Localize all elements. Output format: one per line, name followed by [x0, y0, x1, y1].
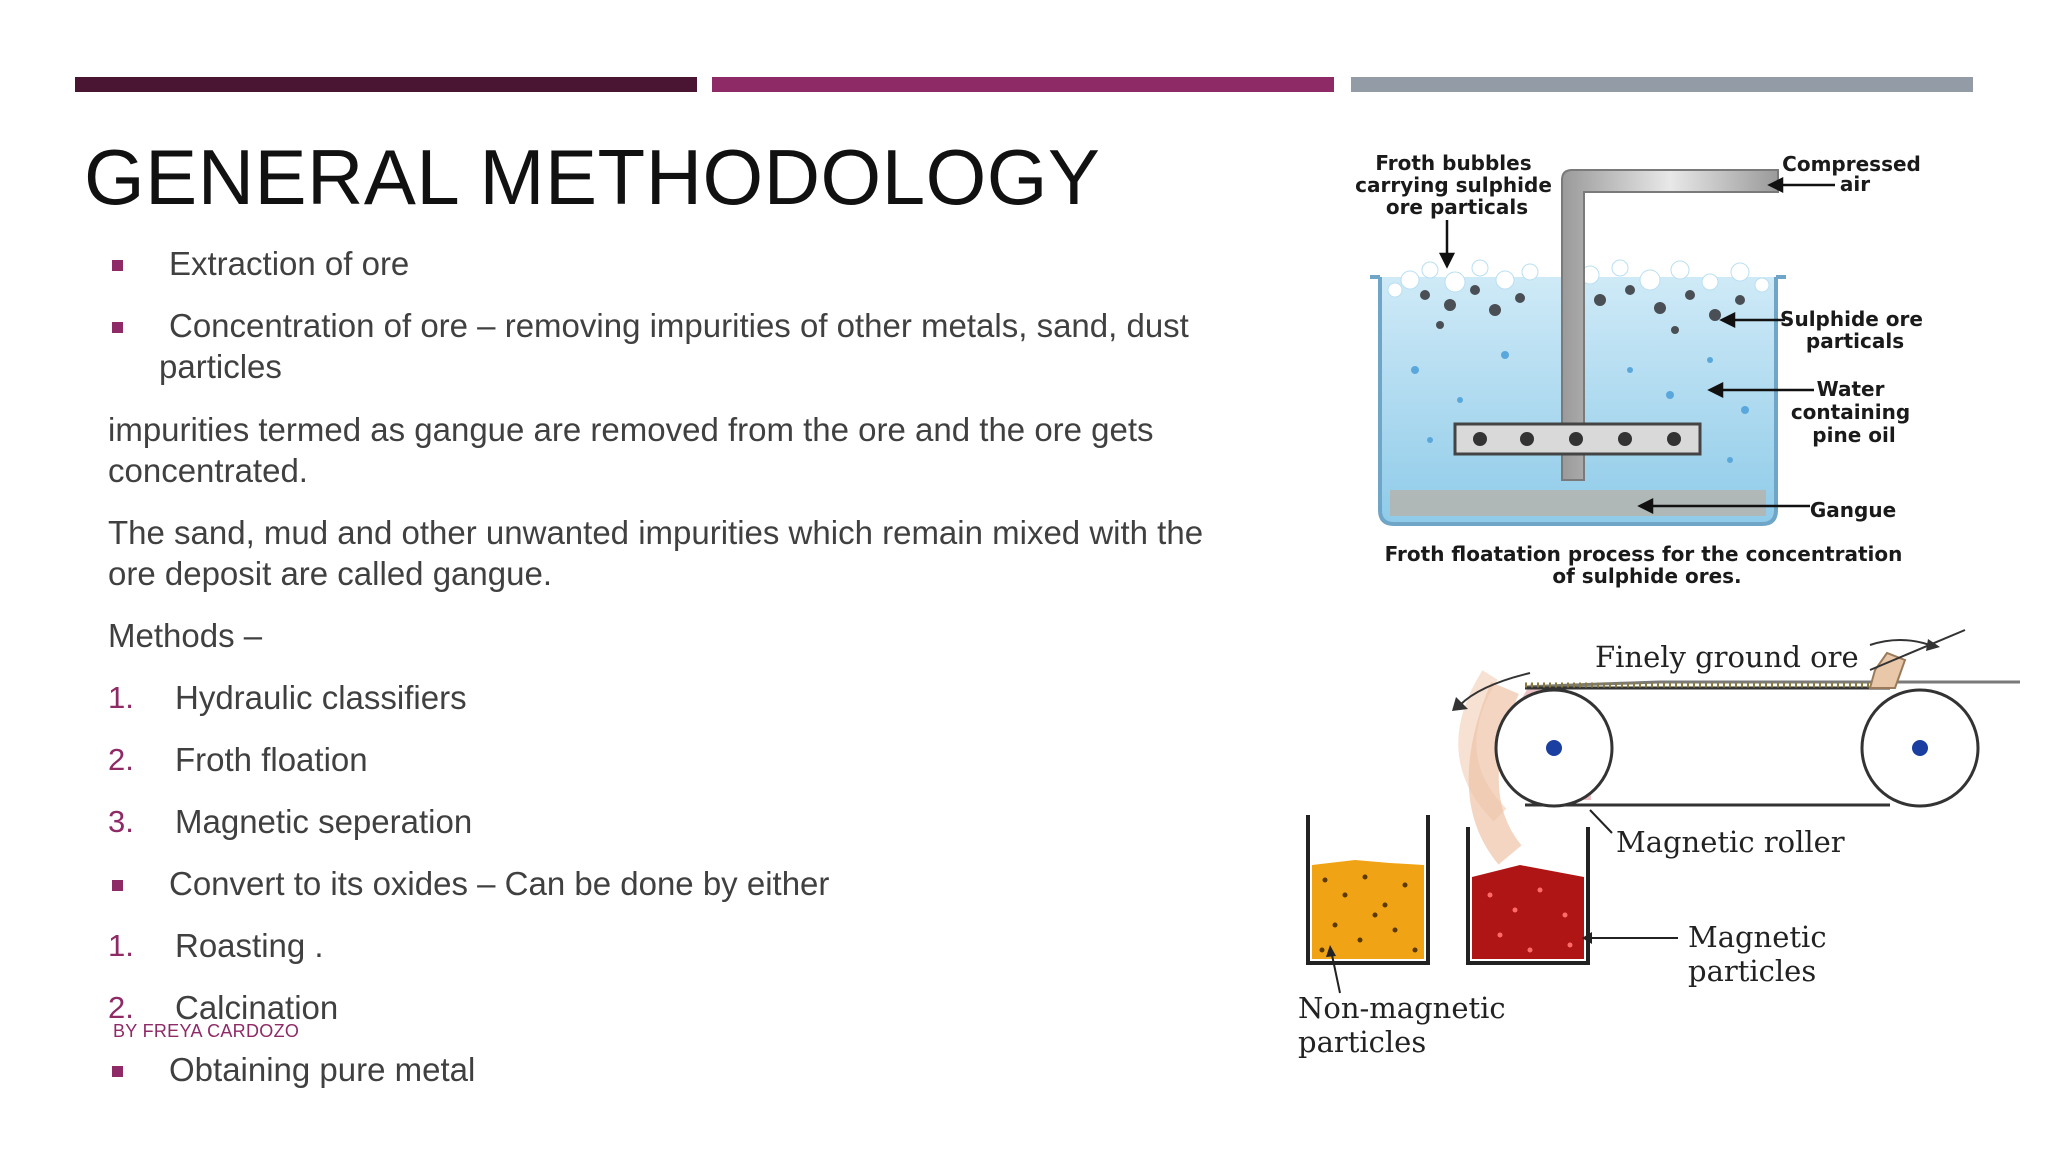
bullet-square-icon [112, 880, 123, 891]
method-item: Magnetic seperation [175, 803, 473, 840]
author-footer: BY FREYA CARDOZO [113, 1021, 300, 1041]
list-number: 2. [108, 742, 134, 777]
label-magnetic-roller: Magnetic roller [1616, 825, 1845, 859]
item-concentration-cont: particles [159, 348, 282, 385]
label-gangue: Gangue [1809, 498, 1897, 522]
item-extraction: Extraction of ore [169, 245, 410, 282]
header-bar-grey [1351, 77, 1973, 92]
header-bar-dark [75, 77, 697, 92]
label-magnetic-particles: Magnetic particles [1688, 920, 1827, 988]
label-sulphide-ore: Sulphide ore particals [1780, 307, 1923, 353]
paragraph-gangue-2: The sand, mud and other unwanted impurities which remain mixed with the [108, 514, 1204, 551]
header-bar-magenta [712, 77, 1334, 92]
list-number: 3. [108, 804, 134, 839]
label-water-pine-oil: Water containing pine oil [1790, 377, 1911, 447]
label-froth-bubbles: Froth bubbles carrying sulphide ore particals [1355, 151, 1552, 219]
bullet-square-icon [112, 322, 123, 333]
list-number: 2. [108, 990, 134, 1025]
list-number: 1. [108, 680, 134, 715]
label-non-magnetic-particles: Non-magnetic particles [1298, 991, 1506, 1059]
bullet-square-icon [112, 260, 123, 271]
item-pure-metal: Obtaining pure metal [169, 1051, 476, 1088]
item-convert: Convert to its oxides – Can be done by either [169, 865, 830, 902]
froth-caption: Froth floatation process for the concentration of sulphide ores. [1384, 542, 1903, 588]
label-compressed-air: Compressed air [1782, 152, 1921, 196]
bullet-square-icon [112, 1066, 123, 1077]
convert-item: Roasting . [175, 927, 324, 964]
paragraph-gangue-2-cont: ore deposit are called gangue. [108, 555, 552, 592]
method-item: Froth floation [175, 741, 368, 778]
label-finely-ground-ore: Finely ground ore [1595, 640, 1859, 674]
slide-title: GENERAL METHODOLOGY [84, 133, 1101, 221]
magnetic-separation-diagram [1280, 615, 2020, 1085]
list-number: 1. [108, 928, 134, 963]
methods-label: Methods – [108, 617, 263, 654]
paragraph-gangue-1-cont: concentrated. [108, 452, 308, 489]
paragraph-gangue-1: impurities termed as gangue are removed from the ore and the ore gets [108, 411, 1154, 448]
item-concentration: Concentration of ore – removing impurities of other metals, sand, dust [169, 307, 1189, 344]
method-item: Hydraulic classifiers [175, 679, 467, 716]
convert-item: Calcination [175, 989, 339, 1026]
froth-floatation-diagram [1330, 140, 1950, 600]
gangue-layer [1390, 490, 1766, 516]
